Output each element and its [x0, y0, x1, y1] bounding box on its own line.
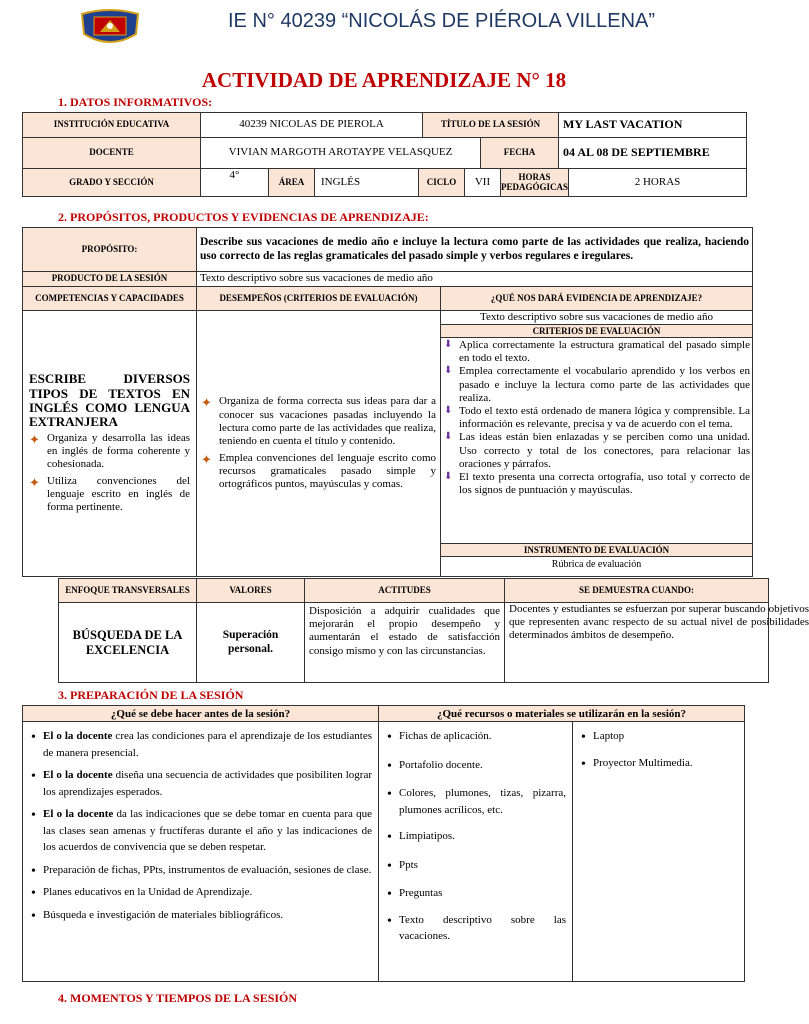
- antes-item: • El o la docente diseña una secuencia de actividades que posibiliten lograr los aprendizajes esperados.: [29, 767, 372, 800]
- antes-item: • El o la docente crea las condiciones para el aprendizaje de los estudiantes de manera presencial.: [29, 728, 372, 761]
- criterio-item: ⬇ Emplea correctamente el vocabulario aprendido y los verbos en pasado e incluye la lectura como parte de las actividades que realiza.: [443, 365, 750, 405]
- antes-item: • Búsqueda e investigación de materiales bibliográficos.: [29, 907, 372, 924]
- proposito-value: Describe sus vacaciones de medio año e incluye la lectura como parte de las actividades que realiza, haciendo uso correcto de las reglas gramaticales del pasado simple y verbos regulares e iregulares.: [197, 228, 753, 272]
- col-recursos: ¿Qué recursos o materiales se utilizarán en la sesión?: [379, 706, 745, 722]
- school-title: IE N° 40239 “NICOLÁS DE PIÉROLA VILLENA”: [228, 10, 656, 32]
- capacidad-item: ✦ Organiza y desarrolla las ideas en inglés de forma coherente y cohesionada.: [29, 432, 190, 472]
- valor-value: Superación personal.: [197, 603, 305, 683]
- col-enfoque: ENFOQUE TRANSVERSALES: [59, 579, 197, 603]
- titulo-label: TÍTULO DE LA SESIÓN: [423, 113, 559, 138]
- docente-value: VIVIAN MARGOTH AROTAYPE VELASQUEZ: [201, 138, 481, 169]
- recurso-item: • Colores, plumones, tizas, pizarra, plumones acrílicos, etc.: [385, 785, 566, 818]
- criterios-list: [441, 338, 752, 544]
- capacidad-item: ✦ Utiliza convenciones del lenguaje escrito en inglés de forma pertinente.: [29, 475, 190, 515]
- col-valores: VALORES: [197, 579, 305, 603]
- recurso-item: • Preguntas: [385, 885, 566, 902]
- ciclo-value: VII: [465, 169, 501, 197]
- criterio-item: ⬇ Aplica correctamente la estructura gramatical del pasado simple en todo el texto.: [443, 339, 750, 365]
- instrumento-label: INSTRUMENTO DE EVALUACIÓN: [441, 544, 752, 557]
- desempeno-item: ✦ Emplea convenciones del lenguaje escrito como recursos gramaticales pasado simple y ortográficos puntos, mayúsculas y comas.: [201, 452, 436, 492]
- antes-cell: [23, 722, 379, 982]
- recurso-item: • Laptop: [579, 728, 738, 745]
- col-evidencia: ¿QUÉ NOS DARÁ EVIDENCIA DE APRENDIZAJE?: [441, 287, 753, 311]
- recurso-item: • Texto descriptivo sobre las vacaciones.: [385, 912, 566, 945]
- col-competencias: COMPETENCIAS Y CAPACIDADES: [23, 287, 197, 311]
- col-antes: ¿Qué se debe hacer antes de la sesión?: [23, 706, 379, 722]
- antes-item: • Planes educativos en la Unidad de Aprendizaje.: [29, 884, 372, 901]
- instrumento-value: Rúbrica de evaluación: [551, 559, 642, 570]
- criterio-item: ⬇ Todo el texto está ordenado de manera lógica y comprensible. La información es relevante, precisa y va de acuerdo con el tema.: [443, 405, 750, 431]
- ciclo-label: CICLO: [419, 169, 465, 197]
- horas-label: HORAS PEDAGÓGICAS: [501, 169, 569, 197]
- section-3-title: 3. PREPARACIÓN DE LA SESIÓN: [58, 688, 244, 702]
- grado-value: 4°: [201, 169, 269, 197]
- area-label: ÁREA: [269, 169, 315, 197]
- institucion-value: 40239 NICOLAS DE PIEROLA: [201, 113, 423, 138]
- section-1-title: 1. DATOS INFORMATIVOS:: [58, 95, 213, 109]
- proposito-label: PROPÓSITO:: [23, 228, 197, 272]
- col-desempenos: DESEMPEÑOS (CRITERIOS DE EVALUACIÓN): [197, 287, 441, 311]
- institucion-label: INSTITUCIÓN EDUCATIVA: [23, 113, 201, 138]
- criterios-label: CRITERIOS DE EVALUACIÓN: [441, 325, 752, 338]
- evidencia-value: Texto descriptivo sobre sus vacaciones de medio año: [441, 311, 752, 325]
- col-actitudes: ACTITUDES: [305, 579, 505, 603]
- antes-item: • El o la docente da las indicaciones que se debe tomar en cuenta para que las clases sean amenas y fructíferas durante el año y las indicaciones de los acuerdos de convivencia que se deben respetar.: [29, 806, 372, 856]
- activity-title: ACTIVIDAD DE APRENDIZAJE N° 18: [201, 68, 567, 92]
- criterio-item: ⬇ El texto presenta una correcta ortografía, uso total y correcto de los signos de puntuación y mayúsculas.: [443, 471, 750, 497]
- datos-informativos-row2: [22, 137, 747, 169]
- horas-value: 2 HORAS: [569, 169, 747, 197]
- antes-item: • Preparación de fichas, PPts, instrumentos de evaluación, sesiones de clase.: [29, 862, 372, 879]
- enfoque-value: BÚSQUEDA DE LA EXCELENCIA: [59, 603, 197, 683]
- recurso-item: • Proyector Multimedia.: [579, 755, 738, 772]
- recurso-item: • Fichas de aplicación.: [385, 728, 566, 745]
- recursos-cell-2: [573, 722, 745, 982]
- desempeno-item: ✦ Organiza de forma correcta sus ideas para dar a conocer sus vacaciones pasadas incluyendo la lectura como parte de las actividades que realiza, teniendo en cuenta el título y contenido.: [201, 395, 436, 448]
- col-demuestra: SE DEMUESTRA CUANDO:: [505, 579, 769, 603]
- school-crest-logo: [80, 8, 140, 48]
- competencia-title: ESCRIBE DIVERSOS TIPOS DE TEXTOS EN INGLÉS COMO LENGUA EXTRANJERA: [29, 371, 190, 430]
- evidencia-cell: [441, 311, 753, 577]
- competencia-cell: [23, 311, 197, 577]
- fecha-value: 04 AL 08 DE SEPTIEMBRE: [559, 138, 747, 169]
- section-2-title: 2. PROPÓSITOS, PRODUCTOS Y EVIDENCIAS DE APRENDIZAJE:: [58, 210, 429, 224]
- section-4-title: 4. MOMENTOS Y TIEMPOS DE LA SESIÓN: [58, 991, 298, 1005]
- enfoque-table: [58, 578, 809, 683]
- criterio-item: ⬇ Las ideas están bien enlazadas y se perciben como una unidad. Uso correcto y total de los conectores, para relacionar las oraciones y párrafos.: [443, 431, 750, 471]
- demuestra-value: Docentes y estudiantes se esfuerzan por superar buscando objetivos que representen avanc respecto de su actual nivel de posibilidades determinados ámbitos de desempeño.: [505, 603, 769, 683]
- propositos-table: [22, 227, 753, 577]
- datos-informativos-table: [22, 112, 747, 138]
- grado-label: GRADO Y SECCIÓN: [23, 169, 201, 197]
- producto-value: Texto descriptivo sobre sus vacaciones de medio año: [197, 272, 753, 287]
- fecha-label: FECHA: [481, 138, 559, 169]
- actitud-value: Disposición a adquirir cualidades que mejorarán el propio desempeño y aumentarán el estado de satisfacción consigo mismo y con las circunstancias.: [305, 603, 505, 683]
- docente-label: DOCENTE: [23, 138, 201, 169]
- preparacion-table: [22, 705, 745, 982]
- datos-informativos-row3: [22, 168, 747, 197]
- titulo-value: MY LAST VACATION: [559, 113, 747, 138]
- desempenos-cell: [197, 311, 441, 577]
- producto-label: PRODUCTO DE LA SESIÓN: [23, 272, 197, 287]
- recurso-item: • Portafolio docente.: [385, 757, 566, 774]
- recurso-item: • Limpiatipos.: [385, 828, 566, 845]
- area-value: INGLÉS: [315, 169, 419, 197]
- recurso-item: • Ppts: [385, 857, 566, 874]
- recursos-cell-1: [379, 722, 573, 982]
